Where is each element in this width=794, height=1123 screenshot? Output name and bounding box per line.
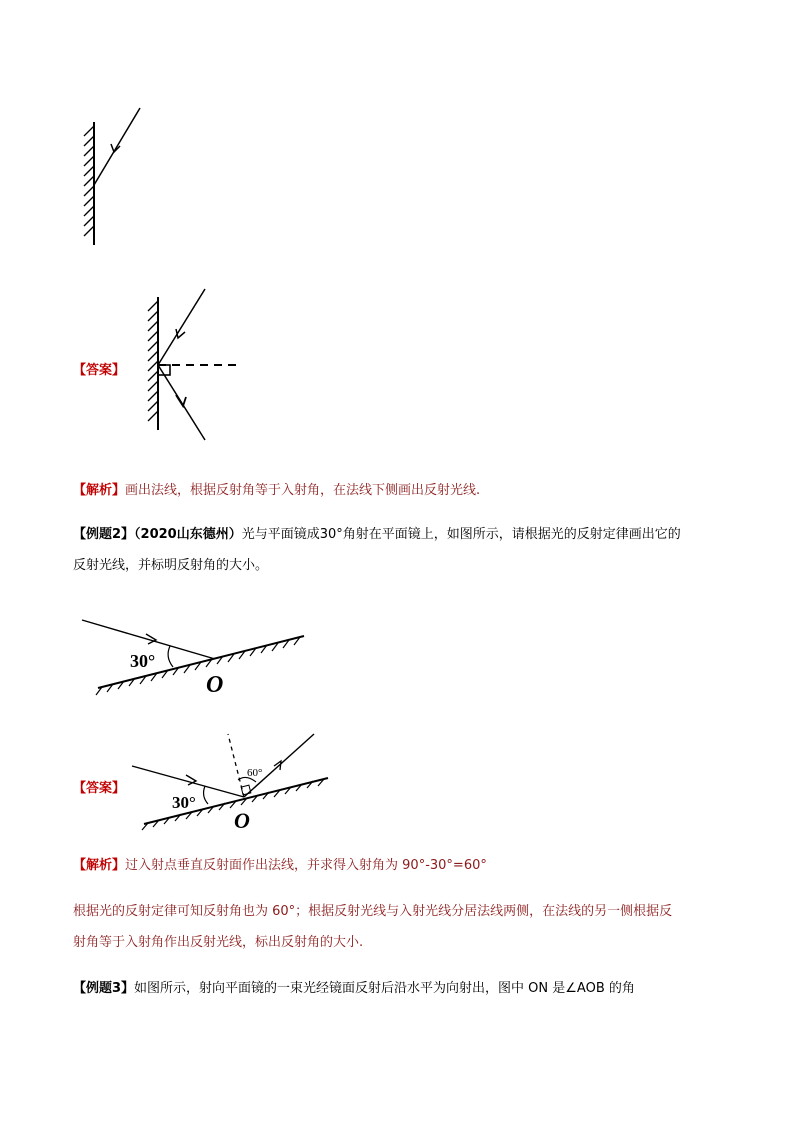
example-tag: 【例题2】 <box>73 527 135 542</box>
analysis-2-line-2: 根据光的反射定律可知反射角也为 60°；根据反射光线与入射光线分居法线两侧，在法线的另一侧根据反 <box>73 904 673 919</box>
analysis-2-line-3: 射角等于入射角作出反射光线，标出反射角的大小. <box>73 935 364 950</box>
example-tag: 【例题3】 <box>73 981 135 996</box>
answer-label: 【答案】 <box>73 363 126 378</box>
figure-incline-mirror <box>78 612 313 697</box>
example-2-line-1 <box>73 527 681 543</box>
example-2-line-2: 反射光线，并标明反射角的大小。 <box>73 558 269 573</box>
reflect-angle-label: 60° <box>247 767 263 779</box>
analysis-text: 画出法线，根据反射角等于入射角，在法线下侧画出反射光线. <box>125 483 481 498</box>
analysis-1 <box>73 483 480 499</box>
analysis-2-line-1 <box>73 858 487 874</box>
angle-label: 30° <box>172 793 196 812</box>
figure-answer-reflection <box>140 285 250 450</box>
example-text: 光与平面镜成30°角射在平面镜上，如图所示，请根据光的反射定律画出它的 <box>241 527 681 542</box>
angle-label: 30° <box>130 651 156 671</box>
analysis-tag: 【解析】 <box>73 483 126 498</box>
figure-answer-incline <box>128 730 338 833</box>
figure-mirror-incident <box>70 100 160 250</box>
answer-label: 【答案】 <box>73 781 126 796</box>
analysis-text: 过入射点垂直反射面作出法线，并求得入射角为 90°-30°=60° <box>125 858 487 873</box>
example-text: 如图所示，射向平面镜的一束光经镜面反射后沿水平为向射出，图中 ON 是∠AOB 的角 <box>134 981 635 996</box>
analysis-tag: 【解析】 <box>73 858 126 873</box>
example-3-line <box>73 981 635 997</box>
point-label: O <box>234 808 250 833</box>
point-label: O <box>206 672 224 698</box>
example-source: （2020山东德州） <box>134 527 242 542</box>
